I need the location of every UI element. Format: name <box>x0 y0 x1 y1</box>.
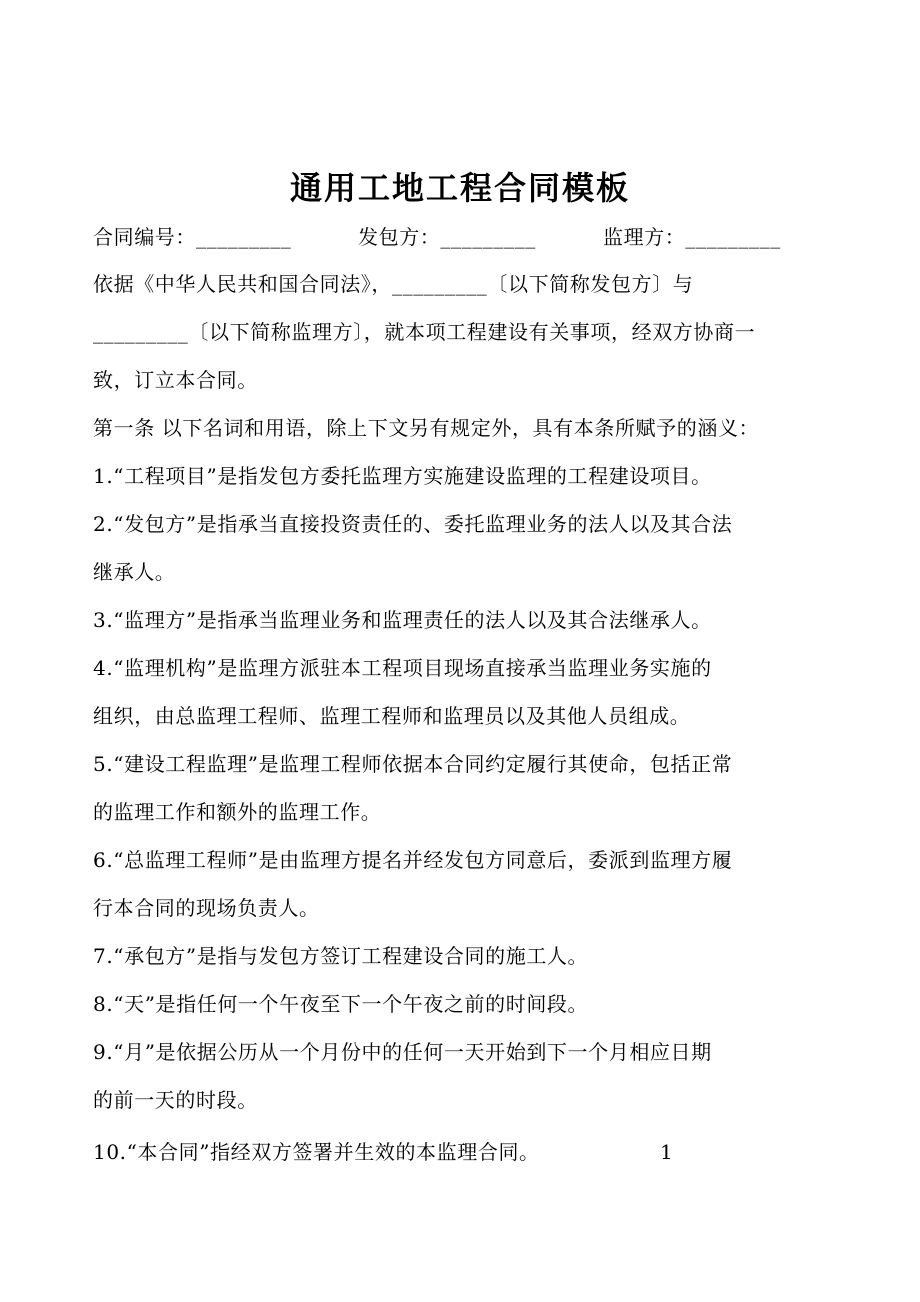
definition-item: 8.“天”是指任何一个午夜至下一个午夜之前的时间段。 <box>93 992 589 1016</box>
definition-item: 2.“发包方”是指承当直接投资责任的、委托监理业务的法人以及其合法 <box>93 512 733 536</box>
definition-item: 10.“本合同”指经双方签署并生效的本监理合同。 <box>93 1140 540 1164</box>
definition-item: 9.“月”是依据公历从一个月份中的任何一天开始到下一个月相应日期 <box>93 1040 712 1064</box>
page-number: 1 <box>660 1140 673 1164</box>
definition-item: 6.“总监理工程师”是由监理方提名并经发包方同意后，委派到监理方履 <box>93 848 733 872</box>
contract-meta-row <box>93 223 833 251</box>
definition-item: 继承人。 <box>93 560 176 584</box>
definition-item: 5.“建设工程监理”是监理工程师依据本合同约定履行其使命，包括正常 <box>93 752 733 776</box>
supervisor-field: 监理方：_________ <box>603 225 781 249</box>
definition-item: 组织，由总监理工程师、监理工程师和监理员以及其他人员组成。 <box>93 704 691 728</box>
definition-item: 7.“承包方”是指与发包方签订工程建设合同的施工人。 <box>93 944 589 968</box>
definition-item: 的监理工作和额外的监理工作。 <box>93 800 382 824</box>
paragraph-line: 依据《中华人民共和国合同法》，_________〔以下简称发包方〕与 <box>93 272 694 296</box>
definition-item: 4.“监理机构”是监理方派驻本工程项目现场直接承当监理业务实施的 <box>93 656 712 680</box>
paragraph-line: 致，订立本合同。 <box>93 368 258 392</box>
definition-item: 行本合同的现场负责人。 <box>93 896 320 920</box>
employer-field: 发包方：_________ <box>358 225 536 249</box>
definition-item: 1.“工程项目”是指发包方委托监理方实施建设监理的工程建设项目。 <box>93 464 712 488</box>
contract-number-field: 合同编号：_________ <box>93 225 292 249</box>
paragraph-line: _________〔以下简称监理方〕，就本项工程建设有关事项，经双方协商一 <box>93 320 756 344</box>
document-title: 通用工地工程合同模板 <box>289 169 630 207</box>
article-heading: 第一条 以下名词和用语，除上下文另有规定外，具有本条所赋予的涵义： <box>93 416 760 440</box>
definition-item: 3.“监理方”是指承当监理业务和监理责任的法人以及其合法继承人。 <box>93 608 712 632</box>
definition-item: 的前一天的时段。 <box>93 1088 258 1112</box>
